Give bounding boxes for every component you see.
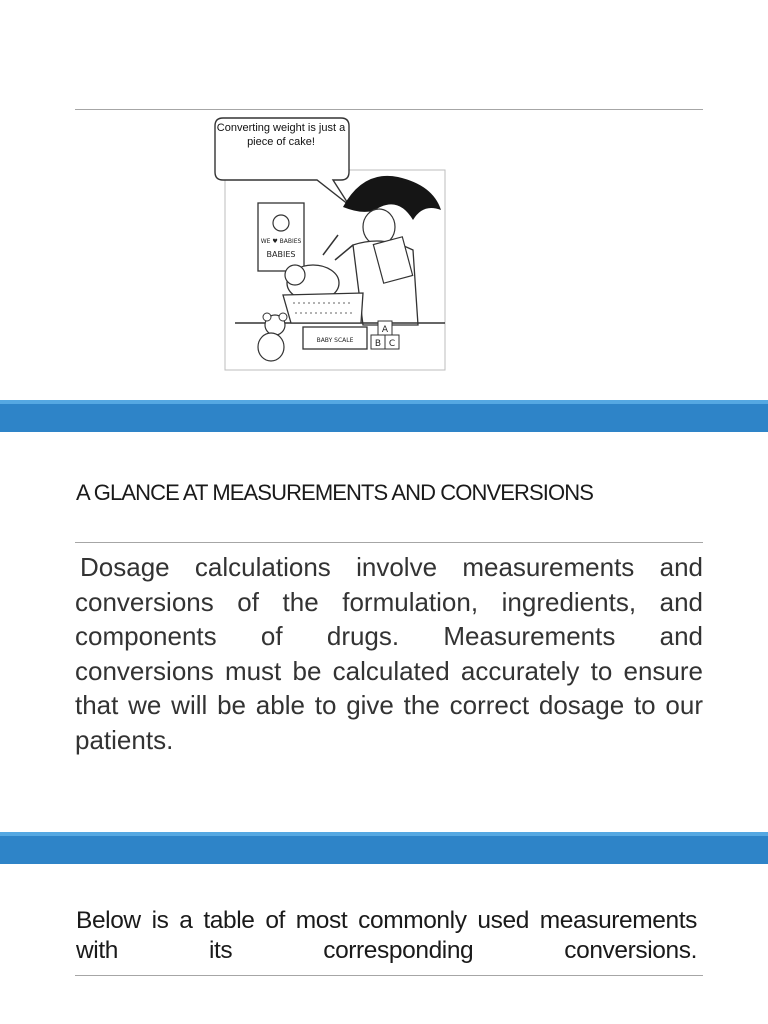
speech-bubble-text: Converting weight is just a piece of cake! (216, 122, 346, 148)
blue-band-bottom (0, 832, 768, 864)
scale-label: BABY SCALE (316, 337, 354, 344)
heading-divider (75, 542, 703, 543)
baby-scale-cartoon (213, 115, 448, 373)
section-heading: A GLANCE AT MEASUREMENTS AND CONVERSIONS (76, 480, 593, 505)
bottom-divider (75, 975, 703, 976)
block-c: C (388, 339, 396, 349)
table-intro-text: Below is a table of most commonly used measurements with its corresponding conversions. (76, 907, 697, 964)
svg-text:BABIES: BABIES (266, 250, 296, 259)
top-divider (75, 109, 703, 110)
poster-text: WE ♥ BABIES (260, 238, 302, 245)
blue-band-top (0, 400, 768, 432)
block-b: B (374, 339, 382, 349)
intro-paragraph: Dosage calculations involve measurements and conversions of the formulation, ingredients, and components of drugs. Measurements and conversions must be calculated accurately to ensure that we will be able to give the correct dosage to our patients. (75, 552, 703, 755)
block-a: A (381, 325, 389, 335)
babies-poster (258, 203, 304, 271)
